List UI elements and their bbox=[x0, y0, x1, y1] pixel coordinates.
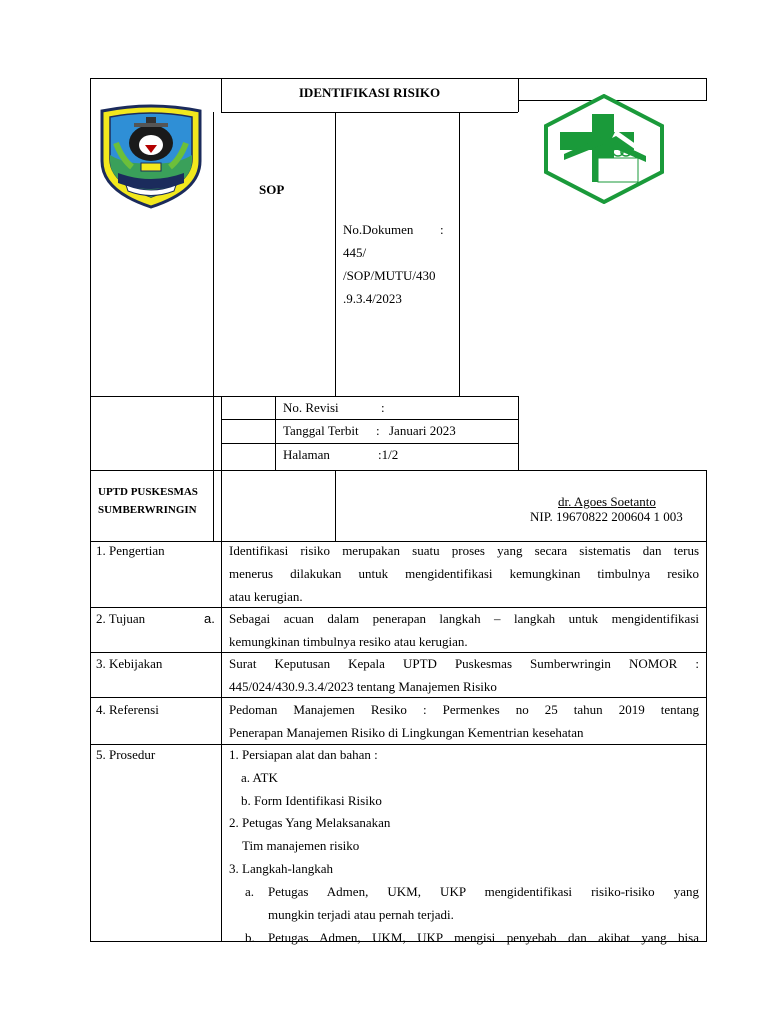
issue-date-label: Tanggal Terbit bbox=[283, 423, 359, 438]
signatory-nip: NIP. 19670822 200604 1 003 bbox=[530, 509, 683, 524]
section-text-tujuan-1: Sebagai acuan dalam penerapan langkah – langkah untuk mengidentifikasi bbox=[229, 611, 699, 626]
procedure-step-1a: a. ATK bbox=[241, 770, 278, 785]
puskesmas-logo-icon bbox=[542, 94, 666, 204]
section-suffix-tujuan: a. bbox=[204, 611, 215, 626]
revision-colon: : bbox=[381, 400, 385, 415]
revision-label: No. Revisi bbox=[283, 400, 339, 415]
procedure-step-2-detail: Tim manajemen risiko bbox=[242, 838, 360, 853]
section-label-kebijakan: 3. Kebijakan bbox=[96, 656, 163, 671]
doc-number-line-2: /SOP/MUTU/430 bbox=[343, 268, 436, 283]
procedure-step-3b-marker: b. bbox=[245, 930, 255, 945]
section-text-referensi-1: Pedoman Manajemen Resiko : Permenkes no 25 tahun 2019 tentang bbox=[229, 702, 699, 717]
institution-line-2: SUMBERWRINGIN bbox=[98, 504, 197, 516]
section-text-pengertian-2: menerus dilakukan untuk mengidentifikasi kemungkinan timbulnya resiko bbox=[229, 566, 699, 581]
section-text-pengertian-1: Identifikasi risiko merupakan suatu proses yang secara sistematis dan terus bbox=[229, 543, 699, 558]
procedure-step-3a-line-1: Petugas Admen, UKM, UKP mengidentifikasi risiko-risiko yang bbox=[268, 884, 699, 899]
procedure-step-2: 2. Petugas Yang Melaksanakan bbox=[229, 815, 391, 830]
procedure-step-3a-marker: a. bbox=[245, 884, 255, 899]
doc-number-label: No.Dokumen bbox=[343, 222, 414, 237]
page-value: :1/2 bbox=[378, 447, 399, 462]
issue-date-value: Januari 2023 bbox=[389, 423, 456, 438]
section-text-kebijakan-2: 445/024/430.9.3.4/2023 tentang Manajemen Risiko bbox=[229, 679, 497, 694]
section-text-referensi-2: Penerapan Manajemen Risiko di Lingkungan Kementrian kesehatan bbox=[229, 725, 584, 740]
kabupaten-emblem bbox=[96, 103, 206, 209]
section-label-prosedur: 5. Prosedur bbox=[96, 747, 156, 762]
procedure-step-3: 3. Langkah-langkah bbox=[229, 861, 333, 876]
procedure-step-1b: b. Form Identifikasi Risiko bbox=[241, 793, 382, 808]
signatory-name: dr. Agoes Soetanto bbox=[558, 494, 656, 509]
puskesmas-logo bbox=[542, 94, 666, 204]
doc-number-colon: : bbox=[440, 222, 444, 237]
section-text-kebijakan-1: Surat Keputusan Kepala UPTD Puskesmas Sumberwringin NOMOR : bbox=[229, 656, 699, 671]
section-label-tujuan: 2. Tujuan bbox=[96, 611, 146, 626]
section-label-referensi: 4. Referensi bbox=[96, 702, 159, 717]
procedure-step-3a-line-2: mungkin terjadi atau pernah terjadi. bbox=[268, 907, 454, 922]
institution-line-1: UPTD PUSKESMAS bbox=[98, 486, 198, 498]
section-text-pengertian-3: atau kerugian. bbox=[229, 589, 303, 604]
section-text-tujuan-2: kemungkinan timbulnya resiko atau kerugian. bbox=[229, 634, 468, 649]
page-title: IDENTIFIKASI RISIKO bbox=[298, 85, 441, 100]
kabupaten-emblem-icon bbox=[96, 103, 206, 209]
sop-label: SOP bbox=[259, 182, 285, 197]
procedure-step-3b-line-1: Petugas Admen, UKM, UKP mengisi penyebab dan akibat yang bisa bbox=[268, 930, 699, 945]
procedure-step-1: 1. Persiapan alat dan bahan : bbox=[229, 747, 378, 762]
institution-name bbox=[98, 483, 198, 519]
doc-number-line-1: 445/ bbox=[343, 245, 367, 260]
doc-number-line-3: .9.3.4/2023 bbox=[343, 291, 402, 306]
issue-date-colon: : bbox=[376, 423, 380, 438]
section-label-pengertian: 1. Pengertian bbox=[96, 543, 165, 558]
page-label: Halaman bbox=[283, 447, 330, 462]
